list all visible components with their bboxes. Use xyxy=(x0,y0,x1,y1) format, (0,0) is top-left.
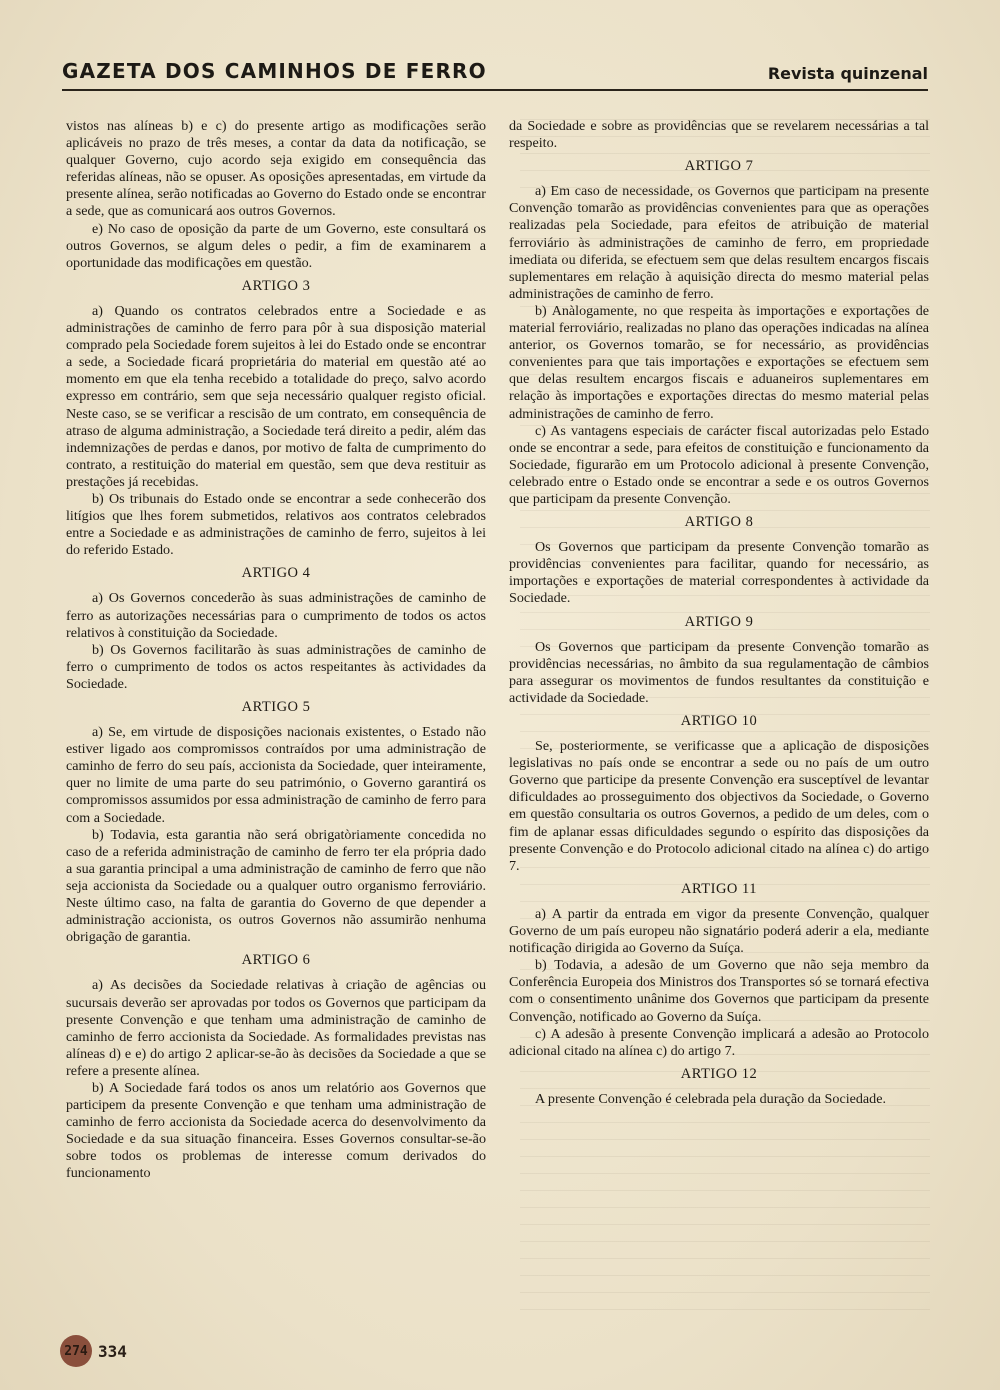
paragraph: a) A partir da entrada em vigor da presente Convenção, qualquer Governo de um país europeu não signatário poderá aderir a ela, mediante notificação dirigida ao Governo da Suíça. xyxy=(509,905,929,957)
paragraph: vistos nas alíneas b) e c) do presente artigo as modificações serão aplicáveis no prazo de três meses, a contar da data da notificação, se qualquer Governo, cujo acordo seja exigido em consequência das referidas alíneas, não se opuser. As oposições apresentadas, em virtude da presente alínea, serão notificadas ao Governo do Estado onde se encontrar a sede, que as comunicará aos outros Governos. xyxy=(66,118,486,220)
page-number: 334 xyxy=(98,1341,127,1361)
article-heading: ARTIGO 9 xyxy=(684,613,754,630)
right-column xyxy=(509,118,929,1108)
magazine-subtitle: Revista quinzenal xyxy=(767,64,928,83)
paragraph: a) As decisões da Sociedade relativas à criação de agências ou sucursais deverão ser aprovadas por todos os Governos que participam da presente Convenção e que tenham uma administração de caminho de caminho de ferro accionista da Sociedade. As formalidades previstas nas alíneas d) e e) do artigo 2 aplicar-se-ão às decisões da Sociedade a que se refere a presente alínea. xyxy=(66,977,486,1079)
article-heading: ARTIGO 4 xyxy=(241,565,311,582)
paragraph: b) Todavia, a adesão de um Governo que não seja membro da Conferência Europeia dos Ministros dos Transportes só se tornará efectiva com o consentimento unânime dos Governos que participam da presente Convenção, notificado ao Governo da Suíça. xyxy=(509,957,929,1025)
paragraph: Se, posteriormente, se verificasse que a aplicação de disposições legislativas no país onde se encontrar a sede ou no país de um outro Governo que participe da presente Convenção era susceptível de levantar dificuldades ao prosseguimento dos objectivos da Sociedade, o Governo em questão consultaria os outros Governos, a pedido de um deles, com o fim de aplanar essas dificuldades segundo o espírito das disposições da presente Convenção e do Protocolo adicional citado na alínea c) do artigo 7. xyxy=(509,738,929,874)
paragraph: b) Os Governos facilitarão às suas administrações de caminho de ferro o cumprimento de todos os actos respeitantes às actividades da Sociedade. xyxy=(66,641,486,692)
old-page-number-badge: 274 xyxy=(60,1335,92,1367)
paragraph: da Sociedade e sobre as providências que se revelarem necessárias a tal respeito. xyxy=(509,118,929,152)
paragraph: b) Os tribunais do Estado onde se encontrar a sede conhecerão dos litígios que lhes forem submetidos, relativos aos contratos celebrados entre a Sociedade e as administrações de caminho de ferro, sujeitos à lei do referido Estado. xyxy=(66,490,486,559)
article-heading: ARTIGO 6 xyxy=(241,952,311,969)
paragraph: a) Em caso de necessidade, os Governos que participam na presente Convenção tomarão as providências convenientes para que as operações realizadas pela Sociedade, para efeitos de atribuição de material ferroviário às administrações de caminho de ferro, em propriedade imediata ou diferida, se efectuem sem que delas resultem encargos fiscais suplementares em relação à aquisição directa do mesmo material pelas administrações de caminho de ferro. xyxy=(509,183,929,302)
paragraph: A presente Convenção é celebrada pela duração da Sociedade. xyxy=(535,1090,886,1107)
page-footer xyxy=(60,1335,127,1367)
paragraph: e) No caso de oposição da parte de um Governo, este consultará os outros Governos, se algum deles o pedir, a fim de examinarem a oportunidade das modificações em questão. xyxy=(66,220,486,271)
article-heading: ARTIGO 3 xyxy=(241,277,311,294)
paragraph: Os Governos que participam da presente Convenção tomarão as providências necessárias, no âmbito da sua regulamentação de câmbios para assegurar os movimentos de fundos resultantes da constituição e actividade da Sociedade. xyxy=(509,638,929,706)
article-heading: ARTIGO 5 xyxy=(241,699,311,715)
left-column xyxy=(66,118,486,1183)
article-heading: ARTIGO 12 xyxy=(680,1065,758,1082)
paragraph: b) Todavia, esta garantia não será obrigatòriamente concedida no caso de a referida administração de caminho de ferro ter ela própria dado a sua garantia principal a uma administração de caminho de ferro que não seja accionista da Sociedade ou a qualquer outro organismo ferroviário. Neste último caso, na falta de garantia do Governo de que depender a administração accionista, os outros Governos não assumirão nenhuma obrigação de garantia. xyxy=(66,826,486,946)
magazine-title: GAZETA DOS CAMINHOS DE FERRO xyxy=(62,59,487,83)
article-heading: ARTIGO 7 xyxy=(684,158,754,175)
paragraph: a) Os Governos concederão às suas administrações de caminho de ferro as autorizações necessárias para o cumprimento de todos os actos relativos à constituição da Sociedade. xyxy=(66,590,486,641)
page-header xyxy=(62,55,928,91)
paragraph: Os Governos que participam da presente Convenção tomarão as providências convenientes para facilitar, quando for necessário, as importações e exportações de material correspondentes à actividade da Sociedade. xyxy=(509,539,929,607)
paragraph: a) Quando os contratos celebrados entre a Sociedade e as administrações de caminho de ferro para pôr à sua disposição material comprado pela Sociedade forem sujeitos à lei do Estado onde se encontrar a sede, a Sociedade ficará proprietária do material em questão até ao momento em que ela tenha recebido a totalidade do preço, salvo acordo expresso em contrário, sem que seja necessário qualquer registo oficial. Neste caso, se se verificar a rescisão de um contrato, em consequência de atraso de alguma administração, a Sociedade terá direito a pedir, além das indemnizações de perdas e danos, por motivo de falta de cumprimento do contrato, a restituição do material em questão, sem que deva restituir as prestações já recebidas. xyxy=(66,302,486,490)
paragraph: c) A adesão à presente Convenção implicará a adesão ao Protocolo adicional citado na alínea c) do artigo 7. xyxy=(509,1025,929,1059)
article-heading: ARTIGO 11 xyxy=(681,880,757,897)
paragraph: c) As vantagens especiais de carácter fiscal autorizadas pelo Estado onde se encontrar a sede, para efeitos de constituição e funcionamento da Sociedade, figurarão em um Protocolo adicional à presente Convenção, celebrado entre o Estado onde se encontrar a sede e os outros Governos que participam da presente Convenção. xyxy=(509,422,929,507)
article-heading: ARTIGO 8 xyxy=(684,514,754,531)
paragraph: b) A Sociedade fará todos os anos um relatório aos Governos que participem da presente Convenção e que tenham uma administração de caminho de ferro accionista da Sociedade acerca do desenvolvimento da Sociedade e da sua situação financeira. Esses Governos consultar-se-ão sobre todos os problemas de interesse comum derivados do funcionamento xyxy=(66,1079,486,1182)
article-heading: ARTIGO 10 xyxy=(680,713,758,729)
paragraph: b) Anàlogamente, no que respeita às importações e exportações de material ferroviário, realizadas no plano das operações indicadas na alínea anterior, os Governos tomarão, se for necessário, as providências convenientes para que tais importações e exportações se efectuem sem que delas resultem encargos fiscais e aduaneiros suplementares em relação às importações e exportações directas do mesmo material pelas administrações de caminho de ferro. xyxy=(509,302,929,422)
paragraph: a) Se, em virtude de disposições nacionais existentes, o Estado não estiver ligado aos compromissos contraídos por uma administração de caminho de ferro do seu país, accionista da Sociedade, quer inteiramente, quer no limite de uma parte do seu património, o Governo garantirá os compromissos assumidos por essa administração de caminho de ferro para com a Sociedade. xyxy=(66,724,486,826)
